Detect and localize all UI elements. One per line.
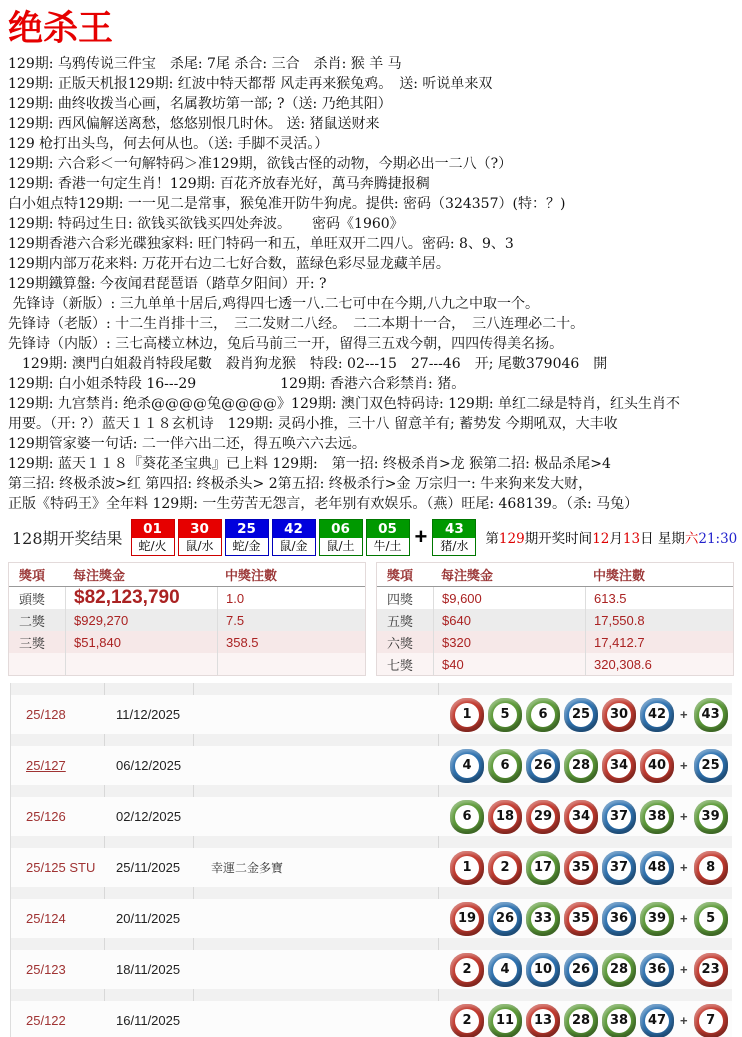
result-balls bbox=[131, 519, 477, 556]
ball bbox=[602, 749, 636, 783]
balls-cell bbox=[437, 851, 732, 885]
ball-number: 38 bbox=[645, 805, 669, 829]
ball bbox=[640, 953, 674, 987]
prize-name bbox=[9, 653, 65, 675]
prize-amount bbox=[65, 653, 217, 675]
prize-row bbox=[9, 609, 365, 631]
prize-amount: $929,270 bbox=[65, 609, 217, 631]
ball bbox=[564, 902, 598, 936]
prize-units: 613.5 bbox=[585, 587, 733, 609]
ball-number: 37 bbox=[607, 856, 631, 880]
draw-date: 18/11/2025 bbox=[116, 962, 181, 977]
ball bbox=[640, 902, 674, 936]
ball-number: 2 bbox=[493, 856, 517, 880]
tips-section bbox=[8, 54, 742, 514]
next-draw-segment: 21:30 bbox=[698, 531, 738, 547]
ball-number: 4 bbox=[455, 754, 479, 778]
ball bbox=[640, 1004, 674, 1037]
prize-amount: $320 bbox=[433, 631, 585, 653]
draw-date: 20/11/2025 bbox=[116, 911, 181, 926]
period-link[interactable]: 25/128 bbox=[26, 707, 66, 722]
ball bbox=[602, 1004, 636, 1037]
bonus-ball bbox=[694, 902, 728, 936]
tip-line: 129期: 乌鸦传说三件宝 杀尾: 7尾 杀合: 三合 杀肖: 猴 羊 马 bbox=[8, 56, 402, 72]
ball-number: 39 bbox=[645, 907, 669, 931]
ball-number: 37 bbox=[607, 805, 631, 829]
draw-date: 02/12/2025 bbox=[116, 809, 182, 824]
prize-units: 358.5 bbox=[217, 631, 365, 653]
ball bbox=[488, 698, 522, 732]
tip-line: 129期: 正版天机报129期: 红波中特天都帮 风走再来猴兔鸡。 送: 听说单来双 bbox=[8, 76, 493, 92]
ball-number: 25 bbox=[569, 703, 593, 727]
plus-sign: + bbox=[680, 707, 688, 722]
prize-units bbox=[217, 653, 365, 675]
prize-name: 三獎 bbox=[19, 635, 46, 651]
prize-area bbox=[0, 562, 742, 676]
result-ball-number: 06 bbox=[320, 520, 362, 538]
tip-line: 129期: 西风偏解送离愁，悠悠别恨几时休。 送: 猪鼠送财来 bbox=[8, 116, 380, 132]
plus-sign: + bbox=[680, 911, 688, 926]
next-draw-segment: 13 bbox=[622, 531, 641, 547]
ball-number: 36 bbox=[645, 958, 669, 982]
prize-row bbox=[9, 587, 365, 609]
next-draw-info bbox=[485, 527, 737, 547]
ball-number: 43 bbox=[699, 703, 723, 727]
next-draw-segment: 第 bbox=[485, 531, 499, 547]
ball bbox=[526, 749, 560, 783]
tip-line: 白小姐点特129期: 一一见二是常事，猴兔准开防牛狗虎。提供: 密码（324357）(特：？) bbox=[8, 196, 566, 212]
prize-header-cell: 每注獎金 bbox=[73, 568, 126, 583]
ball-number: 2 bbox=[455, 1009, 479, 1033]
ball bbox=[602, 800, 636, 834]
tip-line: 129期: 特码过生日: 欲钱买欲钱买四处奔波。 密码《1960》 bbox=[8, 216, 404, 232]
prize-name: 五獎 bbox=[387, 613, 414, 629]
bonus-ball bbox=[694, 698, 728, 732]
result-ball-zodiac: 牛/土 bbox=[367, 538, 409, 555]
prize-table-left bbox=[8, 562, 366, 676]
ball bbox=[602, 902, 636, 936]
tip-line: 129期: 蓝天１１８『葵花圣宝典』已上料 129期: 第一招: 终极杀肖>龙 猴第二招: 极品杀尾>4 bbox=[8, 456, 611, 472]
result-ball-box bbox=[178, 519, 222, 556]
ball-number: 28 bbox=[607, 958, 631, 982]
tip-line: 129期: 九宫禁肖: 绝杀@@@@兔@@@@》129期: 澳门双色特码诗: 129期: 单红二绿是特肖，红头生肖不 bbox=[8, 396, 680, 412]
period-link[interactable]: 25/123 bbox=[26, 962, 66, 977]
ball-number: 28 bbox=[569, 754, 593, 778]
ball bbox=[450, 800, 484, 834]
history-row bbox=[11, 1001, 732, 1037]
ball-number: 26 bbox=[493, 907, 517, 931]
prize-name: 四獎 bbox=[387, 591, 414, 607]
ball-number: 23 bbox=[699, 958, 723, 982]
history-row bbox=[11, 797, 732, 836]
plus-sign: + bbox=[680, 860, 688, 875]
ball-number: 7 bbox=[699, 1009, 723, 1033]
tip-line: 用要。（开: ?）蓝天１１８玄机诗 129期: 灵码小推，三十八 留意羊有; 蓄势发 今期吼双，大丰收 bbox=[8, 416, 618, 432]
result-ball-number: 01 bbox=[132, 520, 174, 538]
draw-date: 06/12/2025 bbox=[116, 758, 182, 773]
draw-date: 25/11/2025 bbox=[116, 860, 181, 875]
prize-row bbox=[377, 653, 733, 675]
tip-line: 先锋诗（老版）: 十二生肖排十三， 三二发财二八经。 二二本期十一合， 三八连理必二十。 bbox=[8, 316, 585, 332]
ball-number: 17 bbox=[531, 856, 555, 880]
ball bbox=[564, 851, 598, 885]
result-ball-box bbox=[272, 519, 316, 556]
ball bbox=[526, 953, 560, 987]
bonus-ball bbox=[694, 749, 728, 783]
tip-line: 先锋诗（内版）: 三七高楼立林边，兔后马前三一开，留得三五戏今朝，四四传得美名扬。 bbox=[8, 336, 564, 352]
next-draw-segment: 月 bbox=[609, 531, 623, 547]
ball-number: 42 bbox=[645, 703, 669, 727]
ball-number: 48 bbox=[645, 856, 669, 880]
tip-line: 129 枪打出头鸟，何去何从也。（送: 手脚不灵活。） bbox=[8, 136, 329, 152]
history-row bbox=[11, 899, 732, 938]
result-ball-number: 43 bbox=[433, 520, 475, 538]
ball-number: 19 bbox=[455, 907, 479, 931]
prize-name: 七獎 bbox=[387, 657, 414, 673]
result-label: 128期开奖结果 bbox=[12, 528, 123, 548]
page-title: 绝杀王 bbox=[8, 8, 114, 49]
ball-number: 26 bbox=[569, 958, 593, 982]
tip-line: 129期鐵算盤: 今夜闻君琵琶语（踏草夕阳间）开: ? bbox=[8, 276, 327, 292]
prize-header-row bbox=[377, 563, 733, 587]
next-draw-segment: 129 bbox=[498, 531, 525, 547]
ball-number: 34 bbox=[569, 805, 593, 829]
history-row bbox=[11, 695, 732, 734]
ball-number: 29 bbox=[531, 805, 555, 829]
result-ball-zodiac: 蛇/金 bbox=[226, 538, 268, 555]
ball bbox=[526, 1004, 560, 1037]
ball bbox=[488, 902, 522, 936]
ball bbox=[526, 902, 560, 936]
ball bbox=[450, 851, 484, 885]
prize-row bbox=[377, 587, 733, 609]
ball bbox=[450, 749, 484, 783]
ball bbox=[564, 749, 598, 783]
tip-line: 129期: 六合彩＜一句解特码＞准129期，欲钱古怪的动物，今期必出一二八（?） bbox=[8, 156, 513, 172]
tip-line: 129期: 白小姐杀特段 16---29 129期: 香港六合彩禁肖: 猪。 bbox=[8, 376, 466, 392]
ball-number: 10 bbox=[531, 958, 555, 982]
ball-number: 5 bbox=[699, 907, 723, 931]
balls-cell bbox=[437, 953, 732, 987]
period-link[interactable]: 25/125 STU bbox=[26, 860, 96, 875]
prize-row bbox=[377, 609, 733, 631]
ball bbox=[488, 800, 522, 834]
ball bbox=[488, 1004, 522, 1037]
result-ball-zodiac: 鼠/水 bbox=[179, 538, 221, 555]
tip-line: 正版《特码王》全年料 129期: 一生劳苦无怨言，老年别有欢娱乐。（燕）旺尾: 468139。（杀: 马兔） bbox=[8, 496, 639, 512]
ball-number: 34 bbox=[607, 754, 631, 778]
period-link[interactable]: 25/126 bbox=[26, 809, 66, 824]
history-row bbox=[11, 848, 732, 887]
prize-header-cell: 中獎注數 bbox=[593, 568, 646, 583]
ball-number: 6 bbox=[455, 805, 479, 829]
prize-name: 頭獎 bbox=[19, 591, 46, 607]
prize-amount: $51,840 bbox=[65, 631, 217, 653]
prize-header-cell: 每注獎金 bbox=[441, 568, 494, 583]
prize-units: 7.5 bbox=[217, 609, 365, 631]
ball bbox=[450, 902, 484, 936]
result-ball-box bbox=[225, 519, 269, 556]
next-draw-segment: 12 bbox=[592, 531, 610, 547]
ball-number: 6 bbox=[493, 754, 517, 778]
next-draw-segment: 六 bbox=[684, 531, 699, 547]
ball bbox=[564, 1004, 598, 1037]
history-row bbox=[11, 950, 732, 989]
ball-number: 18 bbox=[493, 805, 517, 829]
ball-number: 5 bbox=[493, 703, 517, 727]
result-ball-box bbox=[131, 519, 175, 556]
prize-row bbox=[9, 631, 365, 653]
ball bbox=[640, 749, 674, 783]
prize-amount: $82,123,790 bbox=[65, 587, 217, 609]
ball bbox=[450, 698, 484, 732]
result-ball-zodiac: 鼠/金 bbox=[273, 538, 315, 555]
prize-name: 二獎 bbox=[19, 613, 46, 629]
bonus-ball bbox=[694, 800, 728, 834]
ball-number: 40 bbox=[645, 754, 669, 778]
ball-number: 26 bbox=[531, 754, 555, 778]
ball-number: 11 bbox=[493, 1009, 517, 1033]
draw-note: 幸運二金多寶 bbox=[211, 861, 284, 875]
ball bbox=[602, 851, 636, 885]
period-link[interactable]: 25/122 bbox=[26, 1013, 66, 1028]
result-ball-number: 30 bbox=[179, 520, 221, 538]
ball bbox=[526, 851, 560, 885]
period-link[interactable]: 25/124 bbox=[26, 911, 66, 926]
ball-number: 1 bbox=[455, 856, 479, 880]
result-ball-number: 42 bbox=[273, 520, 315, 538]
tip-line: 129期内部万花来料: 万花开右边二七好合数，蓝绿色彩尽显龙藏羊居。 bbox=[8, 256, 450, 272]
balls-cell bbox=[437, 800, 732, 834]
ball-number: 4 bbox=[493, 958, 517, 982]
ball bbox=[488, 953, 522, 987]
ball-number: 25 bbox=[699, 754, 723, 778]
tip-line: 先锋诗（新版）: 三九单单十居后,鸡得四七透一八.二七可中在今期,八九之中取一个。 bbox=[8, 296, 539, 312]
ball bbox=[450, 953, 484, 987]
result-ball-zodiac: 鼠/土 bbox=[320, 538, 362, 555]
ball bbox=[450, 1004, 484, 1037]
balls-cell bbox=[437, 698, 732, 732]
result-ball-number: 25 bbox=[226, 520, 268, 538]
prize-units: 1.0 bbox=[217, 587, 365, 609]
prize-header-cell: 中獎注數 bbox=[225, 568, 278, 583]
period-link[interactable]: 25/127 bbox=[26, 758, 66, 773]
prize-header-row bbox=[9, 563, 365, 587]
plus-sign: + bbox=[680, 962, 688, 977]
ball-number: 35 bbox=[569, 907, 593, 931]
prize-amount: $9,600 bbox=[433, 587, 585, 609]
result-bar bbox=[12, 516, 742, 558]
prize-row bbox=[377, 631, 733, 653]
ball bbox=[640, 698, 674, 732]
prize-header-cell: 獎項 bbox=[19, 568, 46, 583]
ball-number: 39 bbox=[699, 805, 723, 829]
prize-units: 17,550.8 bbox=[585, 609, 733, 631]
result-ball-number: 05 bbox=[367, 520, 409, 538]
ball-number: 35 bbox=[569, 856, 593, 880]
tip-line: 第三招: 终极杀波>红 第四招: 终极杀头> 2第五招: 终极杀行>金 万宗归一: 牛来狗来发大财， bbox=[8, 476, 593, 492]
tip-line: 129期香港六合彩光碟独家料: 旺门特码一和五，单旺双开二四八。密码: 8、9、3 bbox=[8, 236, 514, 252]
ball bbox=[526, 800, 560, 834]
ball bbox=[488, 851, 522, 885]
ball-number: 36 bbox=[607, 907, 631, 931]
plus-sign: + bbox=[414, 524, 428, 549]
history-table bbox=[10, 683, 732, 1037]
ball-number: 28 bbox=[569, 1009, 593, 1033]
ball-number: 33 bbox=[531, 907, 555, 931]
plus-sign: + bbox=[680, 809, 688, 824]
ball bbox=[602, 953, 636, 987]
bonus-ball bbox=[694, 851, 728, 885]
prize-amount: $40 bbox=[433, 653, 585, 675]
result-ball-zodiac: 猪/水 bbox=[433, 538, 475, 555]
ball bbox=[602, 698, 636, 732]
balls-cell bbox=[437, 1004, 732, 1037]
ball bbox=[488, 749, 522, 783]
prize-name: 六獎 bbox=[387, 635, 414, 651]
ball bbox=[640, 851, 674, 885]
prize-table-right bbox=[376, 562, 734, 676]
next-draw-segment: 日 星期 bbox=[640, 531, 685, 547]
ball bbox=[564, 953, 598, 987]
ball-number: 38 bbox=[607, 1009, 631, 1033]
result-ball-zodiac: 蛇/火 bbox=[132, 538, 174, 555]
result-ball-box bbox=[432, 519, 476, 556]
ball-number: 30 bbox=[607, 703, 631, 727]
result-ball-box bbox=[366, 519, 410, 556]
ball-number: 1 bbox=[455, 703, 479, 727]
tip-line: 129期: 曲终收拨当心画，名属教坊第一部; ?（送: 乃绝其阳） bbox=[8, 96, 392, 112]
draw-date: 11/12/2025 bbox=[116, 707, 181, 722]
tip-line: 129期: 澳門白姐殺肖特段尾數 殺肖狗龙猴 特段: 02---15 27---46 开; 尾數379046 開 bbox=[8, 356, 608, 372]
ball bbox=[640, 800, 674, 834]
ball-number: 8 bbox=[699, 856, 723, 880]
prize-header-cell: 獎項 bbox=[387, 568, 414, 583]
tip-line: 129期: 香港一句定生肖！129期: 百花齐放春光好，萬马奔腾捷报稠 bbox=[8, 176, 430, 192]
ball bbox=[564, 698, 598, 732]
prize-row bbox=[9, 653, 365, 675]
draw-date: 16/11/2025 bbox=[116, 1013, 181, 1028]
plus-sign: + bbox=[680, 1013, 688, 1028]
bonus-ball bbox=[694, 953, 728, 987]
result-ball-box bbox=[319, 519, 363, 556]
history-row bbox=[11, 746, 732, 785]
prize-units: 17,412.7 bbox=[585, 631, 733, 653]
next-draw-segment: 期开奖时间 bbox=[524, 531, 593, 547]
ball-number: 6 bbox=[531, 703, 555, 727]
ball-number: 2 bbox=[455, 958, 479, 982]
bonus-ball bbox=[694, 1004, 728, 1037]
prize-units: 320,308.6 bbox=[585, 653, 733, 675]
ball-number: 47 bbox=[645, 1009, 669, 1033]
balls-cell bbox=[437, 902, 732, 936]
ball bbox=[526, 698, 560, 732]
ball bbox=[564, 800, 598, 834]
balls-cell bbox=[437, 749, 732, 783]
tip-line: 129期管家婆一句话: 二一伴六出二还，得五唤六六去远。 bbox=[8, 436, 366, 452]
ball-number: 13 bbox=[531, 1009, 555, 1033]
prize-amount: $640 bbox=[433, 609, 585, 631]
plus-sign: + bbox=[680, 758, 688, 773]
